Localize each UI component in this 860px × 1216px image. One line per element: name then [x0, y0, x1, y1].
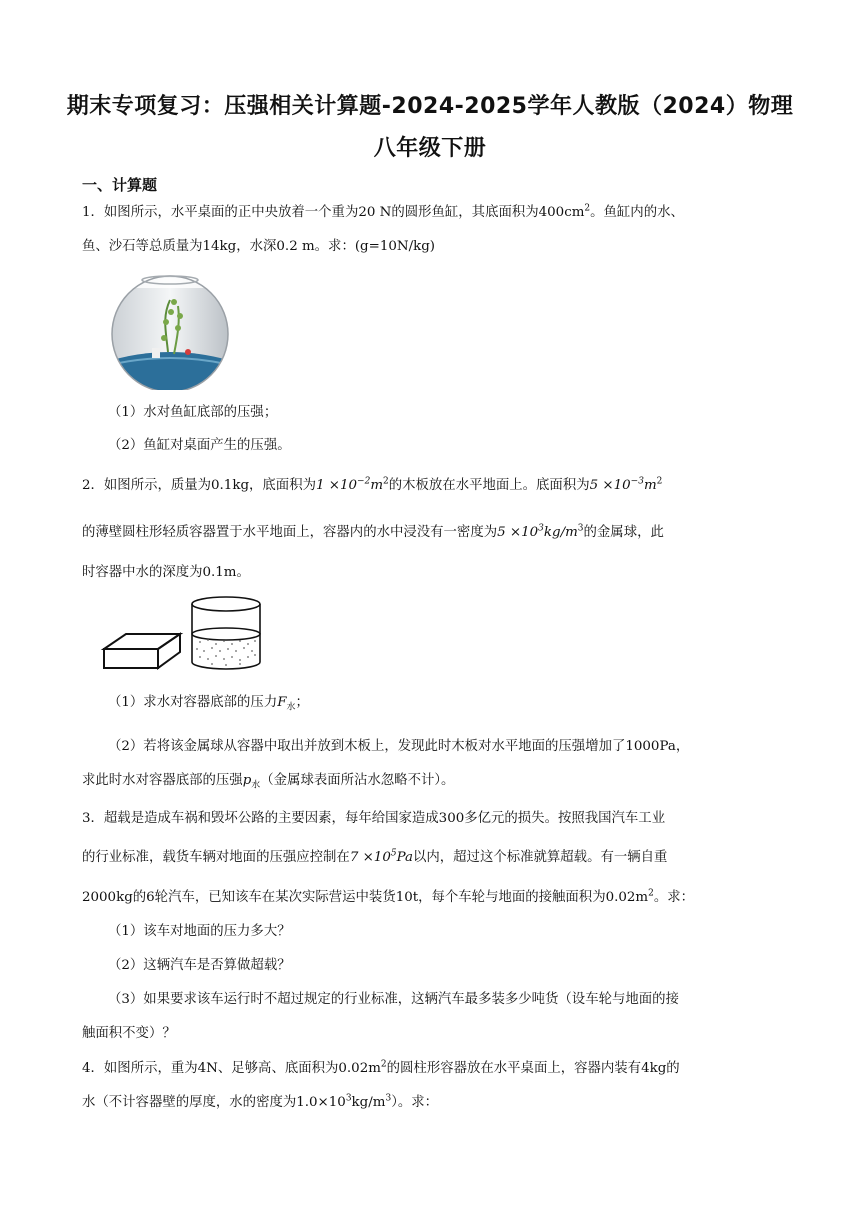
page-title	[60, 86, 800, 170]
q2-sub-2-cont: 求此时水对容器底部的压强$p_水$（金属球表面所沾水忽略不计）。	[82, 773, 455, 791]
q3-sub-2: （2）这辆汽车是否算做超载？	[108, 958, 291, 973]
q2-line-1: 2．如图所示，质量为0.1kg，底面积为$1 \times 10^{-2}m^2$的木板放在水平地面上。底面积为$5 \times 10^{-3}m^2$	[82, 476, 663, 493]
q3-line-3: 2000kg的6轮汽车，已知该车在某次实际营运中装货10t，每个车轮与地面的接触面积为$0.02m^2$。求：	[82, 888, 695, 905]
q1-line-1: 1．如图所示，水平桌面的正中央放着一个重为20 N的圆形鱼缸，其底面积为$400cm^2$。鱼缸内的水、	[82, 203, 684, 220]
q4-line-1: 4．如图所示，重为4N、足够高、底面积为$0.02m^2$的圆柱形容器放在水平桌面上，容器内装有4kg的	[82, 1059, 680, 1076]
q2-sub-1: （1）求水对容器底部的压力$F_水$；	[108, 695, 309, 713]
q3-sub-3: （3）如果要求该车运行时不超过规定的行业标准，这辆汽车最多装多少吨货（设车轮与地面的接	[108, 992, 679, 1007]
q2-line-3: 时容器中水的深度为0.1m。	[82, 565, 250, 580]
q3-line-1: 3．超载是造成车祸和毁坏公路的主要因素，每年给国家造成300多亿元的损失。按照我国汽车工业	[82, 811, 666, 826]
title-line-2: 八年级下册	[373, 136, 487, 161]
section-heading: 一、计算题	[82, 176, 158, 194]
title-line-1: 期末专项复习：压强相关计算题-2024-2025学年人教版（2024）物理	[66, 94, 794, 119]
q3-sub-1: （1）该车对地面的压力多大？	[108, 924, 291, 939]
fishbowl-figure	[108, 272, 232, 390]
q4-line-2: 水（不计容器壁的厚度，水的密度为$1.0\times 10^3kg/m^3$）。求：	[82, 1093, 439, 1110]
q3-line-2: 的行业标准，载货车辆对地面的压强应控制在$7 \times 10^5Pa$以内，超过这个标准就算超载。有一辆自重	[82, 848, 668, 865]
q1-sub-2: （2）鱼缸对桌面产生的压强。	[108, 438, 291, 453]
q1-sub-1: （1）水对鱼缸底部的压强；	[108, 405, 278, 420]
board-and-container-figure	[100, 594, 268, 674]
q2-line-2: 的薄壁圆柱形轻质容器置于水平地面上，容器内的水中浸没有一密度为$5 \times 10^3kg/m^3$的金属球，此	[82, 523, 664, 540]
q3-sub-3-cont: 触面积不变）？	[82, 1026, 176, 1041]
q1-line-2: 鱼、沙石等总质量为14kg，水深0.2 m。求：(g=10N/kg)	[82, 239, 436, 254]
q2-sub-2: （2）若将该金属球从容器中取出并放到木板上，发现此时木板对水平地面的压强增加了1000Pa，	[108, 739, 690, 754]
